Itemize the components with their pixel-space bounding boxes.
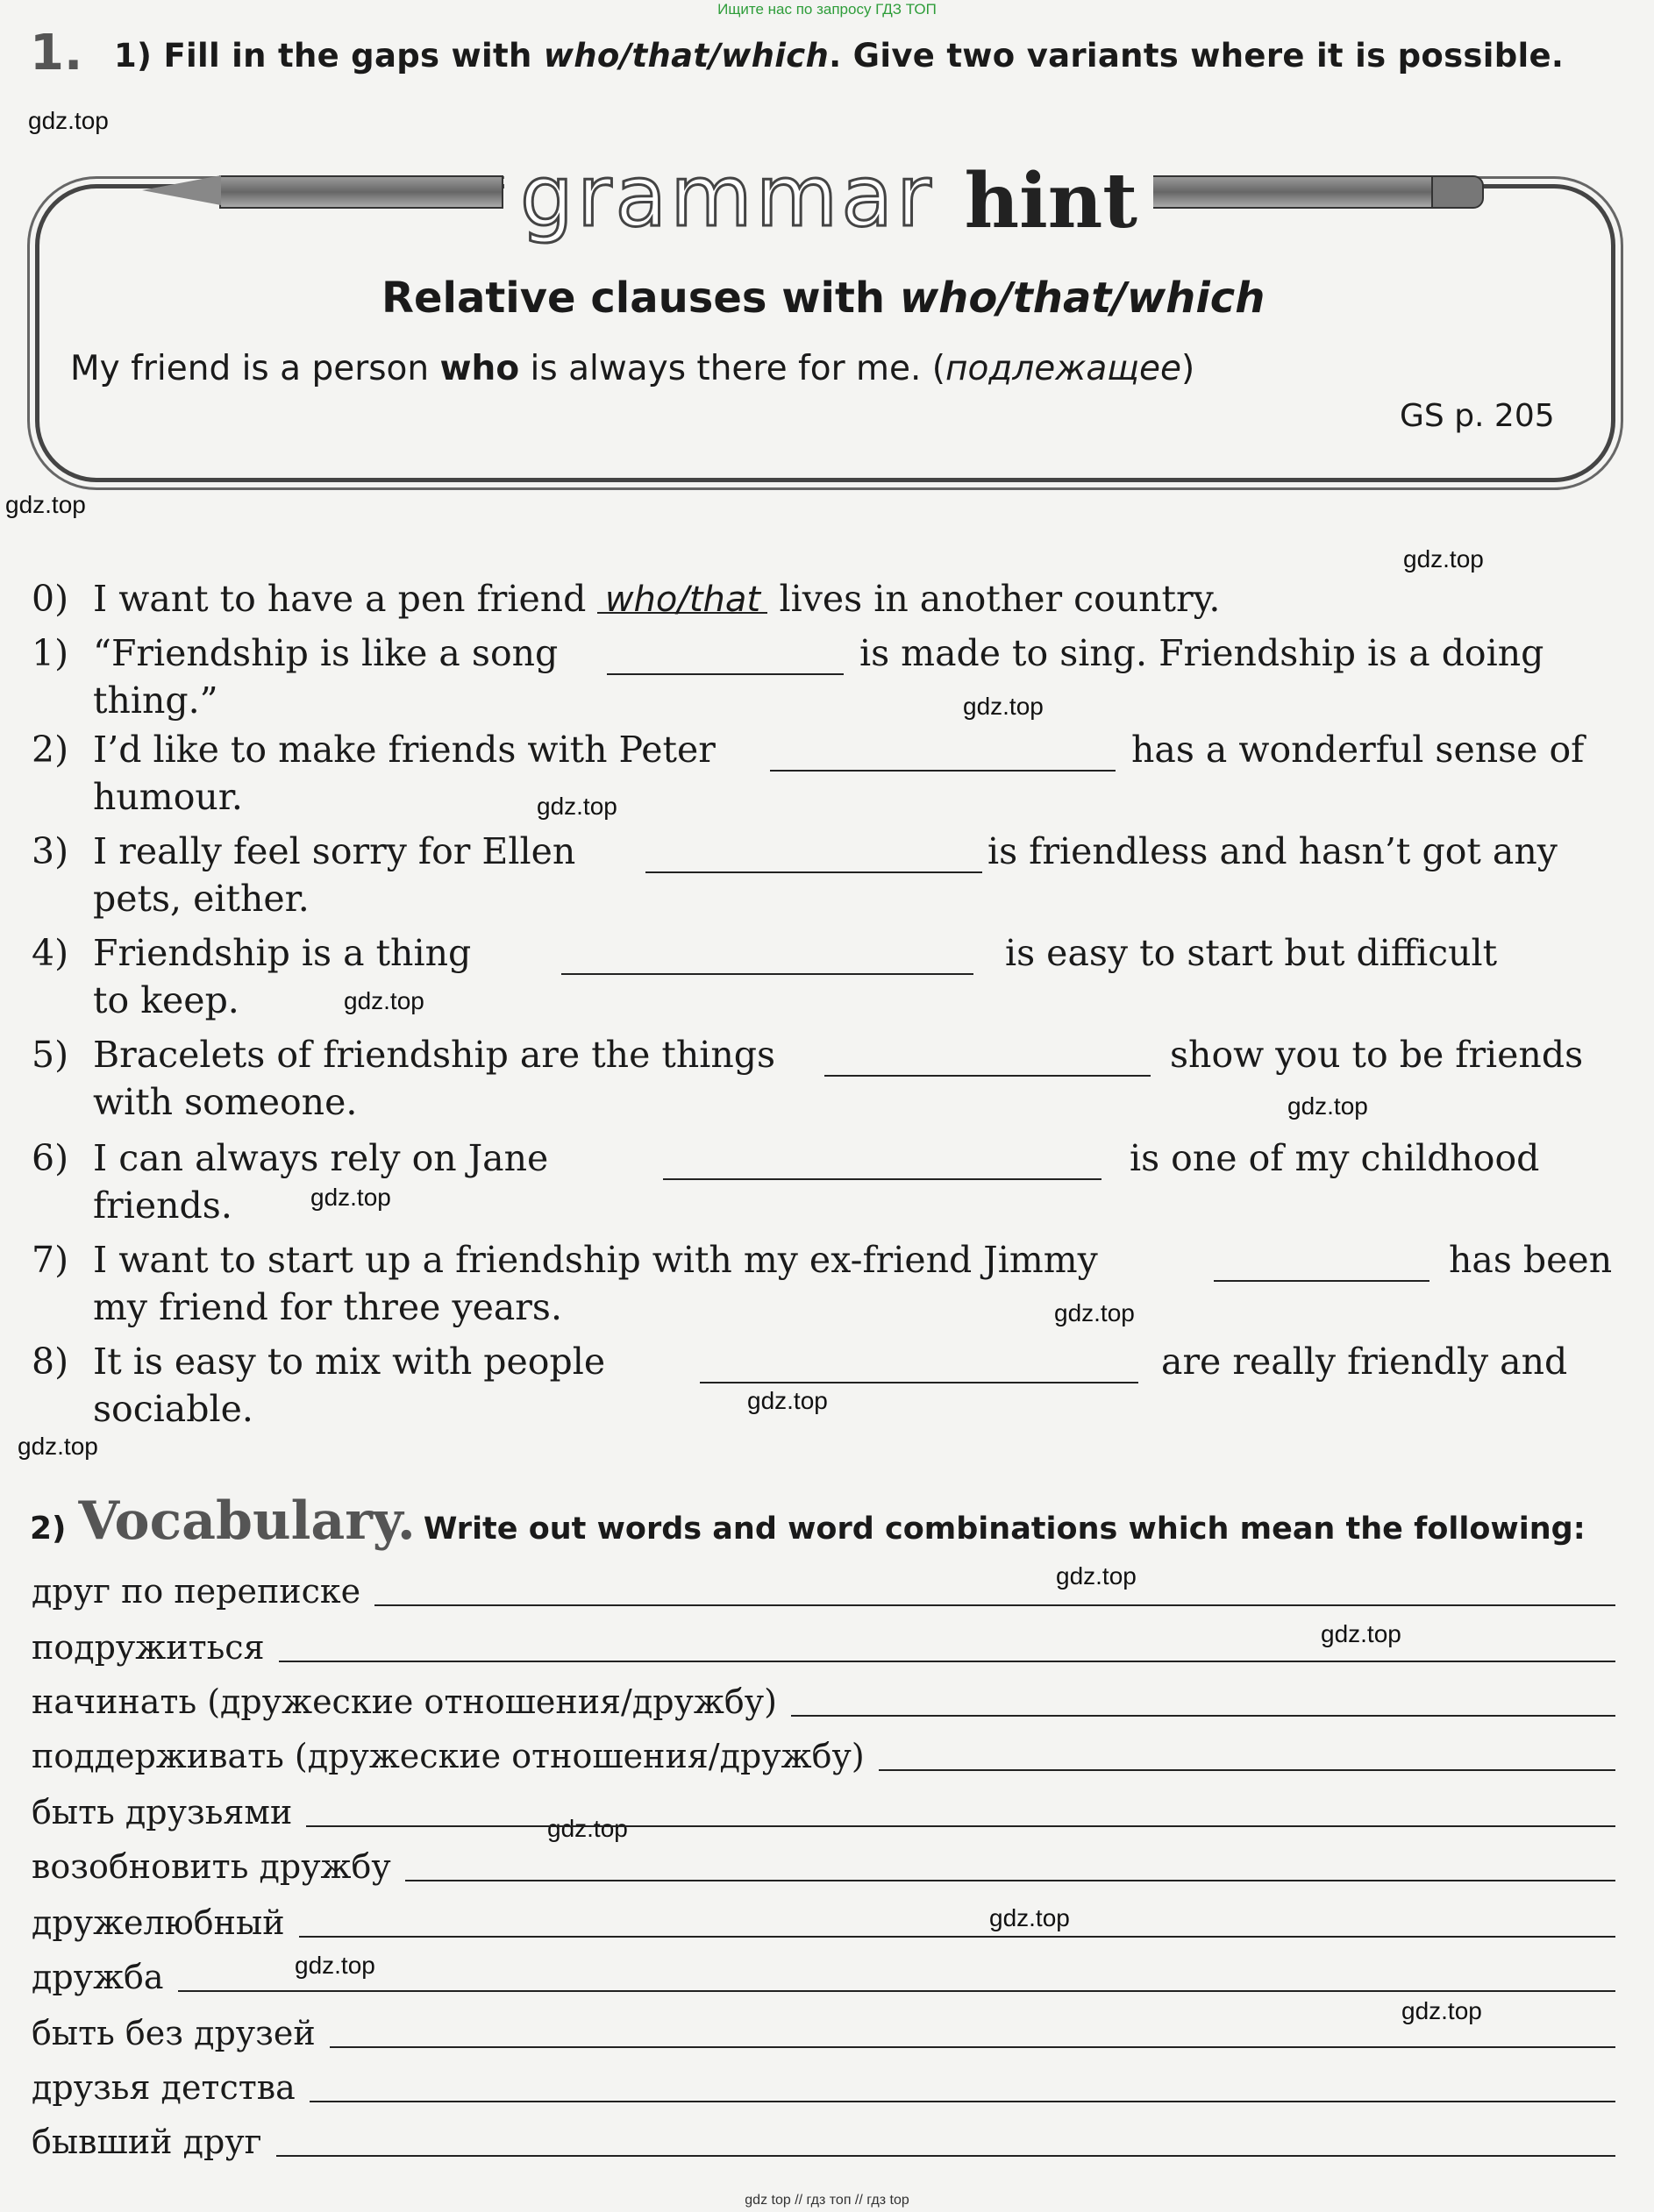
vocab-item-label: дружба: [32, 1958, 164, 1996]
watermark: gdz.top: [963, 693, 1044, 720]
sentence-number: 5): [32, 1034, 69, 1076]
watermark: gdz.top: [295, 1952, 375, 1979]
task-number: 1): [114, 37, 153, 75]
vocab-row: [32, 1952, 1615, 1999]
sentence-number: 1): [32, 632, 69, 674]
sentence-text: I’d like to make friends with Peter: [93, 729, 716, 771]
sentence-text: is made to sing. Friendship is a doing: [859, 632, 1544, 674]
hint-reference: GS p. 205: [1400, 398, 1555, 434]
sentence-text: I can always rely on Jane: [93, 1137, 549, 1179]
grammar-hint-header: [504, 132, 1153, 245]
vocab-row: [32, 2116, 1615, 2164]
sentence-number: 6): [32, 1137, 69, 1179]
hint-example-note: подлежащее: [945, 349, 1182, 388]
hint-label: hint: [964, 157, 1138, 245]
answer-blank[interactable]: [597, 575, 767, 620]
sentence-text: Friendship is a thing: [93, 932, 472, 974]
vocab-row: [32, 1841, 1615, 1888]
sentence-text: has been: [1449, 1239, 1613, 1281]
hint-example: [70, 349, 1194, 388]
answer-blank[interactable]: [561, 936, 973, 975]
hint-example-text: My friend is a person: [70, 349, 430, 388]
sentence-text: I want to start up a friendship with my ex-friend Jimmy: [93, 1239, 1098, 1281]
vocabulary-task: Write out words and word combinations which mean the following:: [423, 1511, 1586, 1547]
watermark: gdz.top: [344, 987, 424, 1014]
vocab-row: [32, 2008, 1615, 2055]
answer-blank[interactable]: [700, 1345, 1138, 1383]
sentence-text: “Friendship is like a song: [93, 632, 559, 674]
vocab-answer-line[interactable]: [310, 2101, 1615, 2102]
vocabulary-title: Vocabulary.: [78, 1490, 416, 1552]
answer-blank[interactable]: [824, 1038, 1151, 1077]
watermark: gdz.top: [1401, 1997, 1482, 2024]
sentence-text: my friend for three years.: [93, 1286, 562, 1328]
top-banner: Ищите нас по запросу ГДЗ ТОП: [717, 1, 937, 18]
sentence-number: 2): [32, 729, 69, 771]
hint-example-text: ): [1181, 349, 1195, 388]
vocab-item-label: начинать (дружеские отношения/дружбу): [32, 1682, 777, 1721]
vocabulary-number: 2): [30, 1511, 67, 1547]
watermark: gdz.top: [1321, 1620, 1401, 1647]
sentence-text: I want to have a pen friend: [93, 578, 587, 620]
sentence-text: It is easy to mix with people: [93, 1341, 606, 1383]
task-instruction: [114, 37, 1564, 75]
vocab-item-label: дружелюбный: [32, 1903, 285, 1942]
watermark: gdz.top: [537, 793, 617, 820]
watermark: gdz.top: [1287, 1092, 1368, 1120]
vocab-answer-line[interactable]: [178, 1990, 1615, 1992]
watermark: gdz.top: [310, 1184, 391, 1211]
answer-blank[interactable]: [663, 1142, 1101, 1180]
sentence-text: pets, either.: [93, 878, 310, 920]
sentence-number: 0): [32, 578, 69, 620]
vocab-item-label: друг по переписке: [32, 1572, 361, 1611]
vocab-answer-line[interactable]: [791, 1715, 1615, 1717]
answer-blank[interactable]: [645, 835, 982, 873]
vocab-item-label: быть без друзей: [32, 2014, 316, 2052]
vocab-row: [32, 1731, 1615, 1778]
vocab-row: [32, 1622, 1615, 1669]
sentence-number: 4): [32, 932, 69, 974]
task-text: Fill in the gaps with: [163, 37, 532, 75]
watermark: gdz.top: [1054, 1299, 1135, 1326]
bottom-banner: gdz top // гдз топ // гдз top: [745, 2193, 909, 2208]
vocab-answer-line[interactable]: [330, 2046, 1615, 2048]
sentence-text: with someone.: [93, 1081, 358, 1123]
hint-example-keyword: who: [439, 349, 520, 388]
vocab-answer-line[interactable]: [405, 1880, 1615, 1881]
vocab-answer-line[interactable]: [276, 2155, 1615, 2157]
hint-title-emphasis: who/that/which: [899, 274, 1265, 323]
pencil-right-icon: [1140, 175, 1433, 209]
answer-text: who/that: [604, 580, 761, 620]
vocab-row: [32, 1787, 1615, 1834]
pencil-left-icon: [219, 175, 503, 209]
watermark: gdz.top: [547, 1815, 628, 1842]
vocab-item-label: быть друзьями: [32, 1793, 293, 1831]
sentence-text: is easy to start but difficult: [1005, 932, 1498, 974]
grammar-label: grammar: [520, 147, 935, 245]
sentence-number: 3): [32, 830, 69, 872]
sentence-text: lives in another country.: [779, 578, 1221, 620]
hint-example-text: is always there for me. (: [530, 349, 945, 388]
vocab-item-label: подружиться: [32, 1628, 265, 1667]
sentence-text: thing.”: [93, 679, 218, 722]
vocab-row: [32, 2062, 1615, 2109]
task-text-emphasis: who/that/which: [543, 37, 830, 75]
vocab-item-label: поддерживать (дружеские отношения/дружбу): [32, 1737, 865, 1775]
watermark: gdz.top: [28, 107, 109, 134]
sentence-text: sociable.: [93, 1388, 253, 1430]
sentence-text: are really friendly and: [1161, 1341, 1568, 1383]
vocab-answer-line[interactable]: [306, 1825, 1615, 1827]
sentence-text: show you to be friends: [1170, 1034, 1584, 1076]
hint-title-text: Relative clauses with: [381, 274, 886, 323]
vocab-row: [32, 1676, 1615, 1724]
hint-title: [381, 274, 1265, 323]
sentence-text: humour.: [93, 776, 243, 818]
vocab-answer-line[interactable]: [879, 1769, 1615, 1771]
vocab-item-label: возобновить дружбу: [32, 1847, 391, 1886]
vocab-row: [32, 1897, 1615, 1945]
sentence-number: 8): [32, 1341, 69, 1383]
watermark: gdz.top: [18, 1433, 98, 1460]
sentence-0: [32, 575, 1619, 622]
sentence-text: to keep.: [93, 979, 239, 1021]
sentence-text: I really feel sorry for Ellen: [93, 830, 576, 872]
vocab-answer-line[interactable]: [279, 1661, 1615, 1662]
watermark: gdz.top: [1403, 545, 1484, 573]
sentence-text: friends.: [93, 1184, 232, 1227]
sentence-text: is one of my childhood: [1130, 1137, 1540, 1179]
vocab-answer-line[interactable]: [374, 1604, 1615, 1606]
vocab-row: [32, 1566, 1615, 1613]
watermark: gdz.top: [1056, 1562, 1137, 1590]
answer-blank[interactable]: [770, 733, 1116, 772]
sentence-text: is friendless and hasn’t got any: [987, 830, 1558, 872]
watermark: gdz.top: [989, 1904, 1070, 1931]
task-text-rest: . Give two variants where it is possible.: [829, 37, 1565, 75]
vocab-answer-line[interactable]: [299, 1936, 1615, 1938]
vocab-item-label: друзья детства: [32, 2068, 296, 2107]
sentence-text: has a wonderful sense of: [1131, 729, 1585, 771]
exercise-number: 1.: [30, 25, 83, 82]
answer-blank[interactable]: [1214, 1243, 1429, 1282]
watermark: gdz.top: [747, 1387, 828, 1414]
vocabulary-header: [30, 1490, 1586, 1552]
vocab-item-label: бывший друг: [32, 2123, 262, 2161]
watermark: gdz.top: [5, 491, 86, 518]
sentence-number: 7): [32, 1239, 69, 1281]
sentence-text: Bracelets of friendship are the things: [93, 1034, 776, 1076]
answer-blank[interactable]: [607, 637, 844, 675]
